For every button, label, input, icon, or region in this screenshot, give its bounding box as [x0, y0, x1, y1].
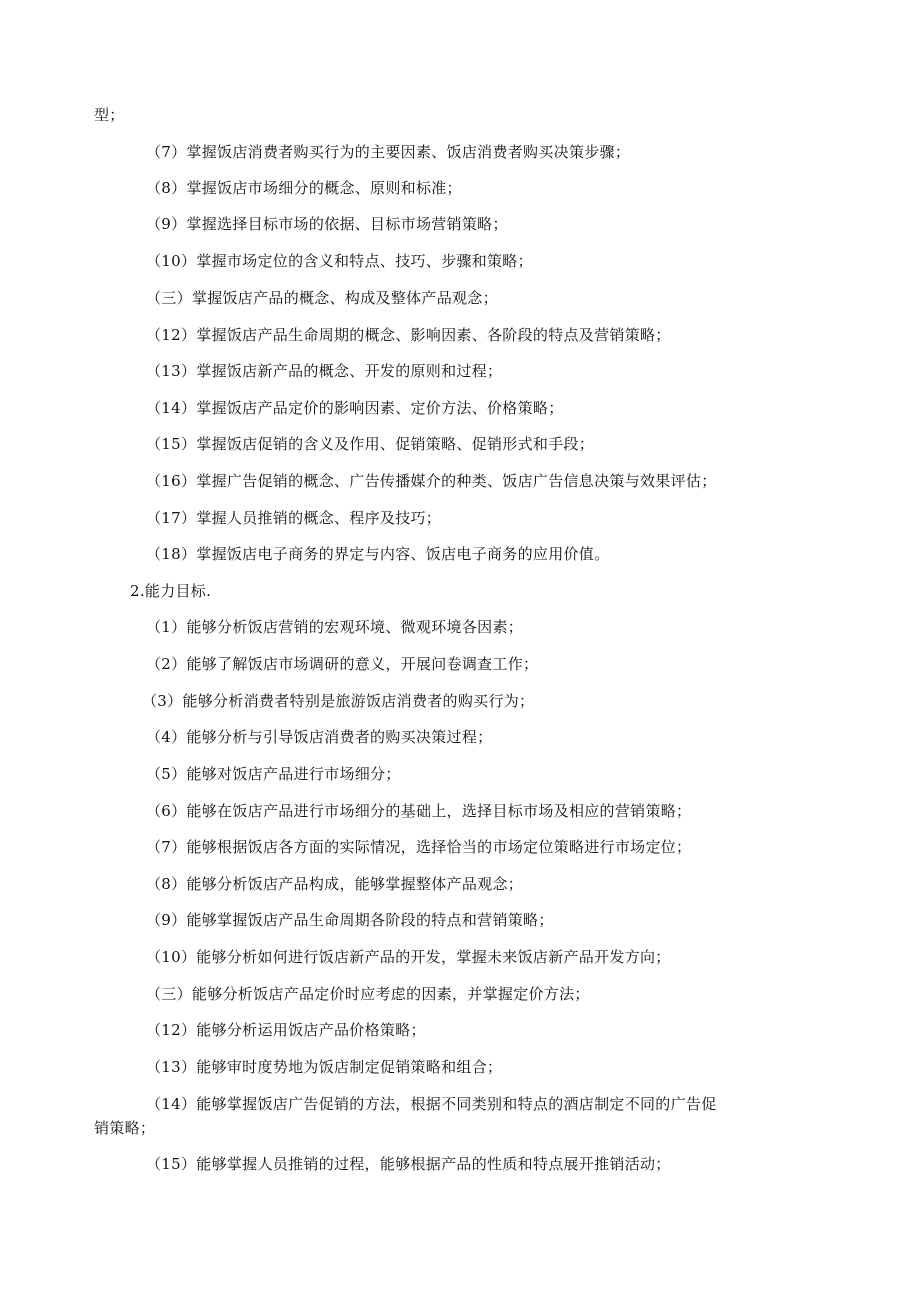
text-line: （10）掌握市场定位的含义和特点、技巧、步骤和策略； [146, 252, 533, 270]
text-line: （7）能够根据饭店各方面的实际情况，选择恰当的市场定位策略进行市场定位； [146, 838, 692, 856]
text-line: （5）能够对饭店产品进行市场细分； [146, 765, 401, 783]
text-line: （16）掌握广告促销的概念、广告传播媒介的种类、饭店广告信息决策与效果评估； [146, 472, 717, 490]
text-line: （15）掌握饭店促销的含义及作用、促销策略、促销形式和手段； [146, 435, 595, 453]
text-line: （4）能够分析与引导饭店消费者的购买决策过程； [146, 728, 493, 746]
text-line: （8）能够分析饭店产品构成，能够掌握整体产品观念； [146, 875, 524, 893]
text-line: （14）能够掌握饭店广告促销的方法，根据不同类别和特点的酒店制定不同的广告促 [146, 1095, 717, 1113]
text-line: （15）能够掌握人员推销的过程，能够根据产品的性质和特点展开推销活动； [146, 1155, 671, 1173]
text-line: （9）能够掌握饭店产品生命周期各阶段的特点和营销策略； [146, 911, 554, 929]
section-heading: 2.能力目标. [130, 582, 212, 600]
text-line: （2）能够了解饭店市场调研的意义，开展问卷调查工作； [146, 655, 539, 673]
text-line: （13）能够审时度势地为饭店制定促销策略和组合； [146, 1058, 503, 1076]
text-line: （18）掌握饭店电子商务的界定与内容、饭店电子商务的应用价值。 [146, 545, 610, 563]
text-line: （12）能够分析运用饭店产品价格策略； [146, 1021, 426, 1039]
text-line: （14）掌握饭店产品定价的影响因素、定价方法、价格策略； [146, 399, 564, 417]
text-line: （17）掌握人员推销的概念、程序及技巧； [146, 509, 442, 527]
text-line: （6）能够在饭店产品进行市场细分的基础上，选择目标市场及相应的营销策略； [146, 802, 692, 820]
text-line: 型； [94, 106, 125, 124]
text-line: （8）掌握饭店市场细分的概念、原则和标准； [146, 179, 462, 197]
text-line: （9）掌握选择目标市场的依据、目标市场营销策略； [146, 215, 508, 233]
text-line: 销策略； [94, 1119, 156, 1137]
text-line: （1）能够分析饭店营销的宏观环境、微观环境各因素； [146, 618, 524, 636]
text-line: （7）掌握饭店消费者购买行为的主要因素、饭店消费者购买决策步骤； [146, 143, 631, 161]
text-line: （三）掌握饭店产品的概念、构成及整体产品观念； [146, 289, 498, 307]
text-line: （3）能够分析消费者特别是旅游饭店消费者的购买行为； [142, 692, 535, 710]
text-line: （10）能够分析如何进行饭店新产品的开发，掌握未来饭店新产品开发方向； [146, 948, 671, 966]
text-line: （三）能够分析饭店产品定价时应考虑的因素，并掌握定价方法； [146, 985, 590, 1003]
text-line: （13）掌握饭店新产品的概念、开发的原则和过程； [146, 362, 503, 380]
text-line: （12）掌握饭店产品生命周期的概念、影响因素、各阶段的特点及营销策略； [146, 326, 671, 344]
